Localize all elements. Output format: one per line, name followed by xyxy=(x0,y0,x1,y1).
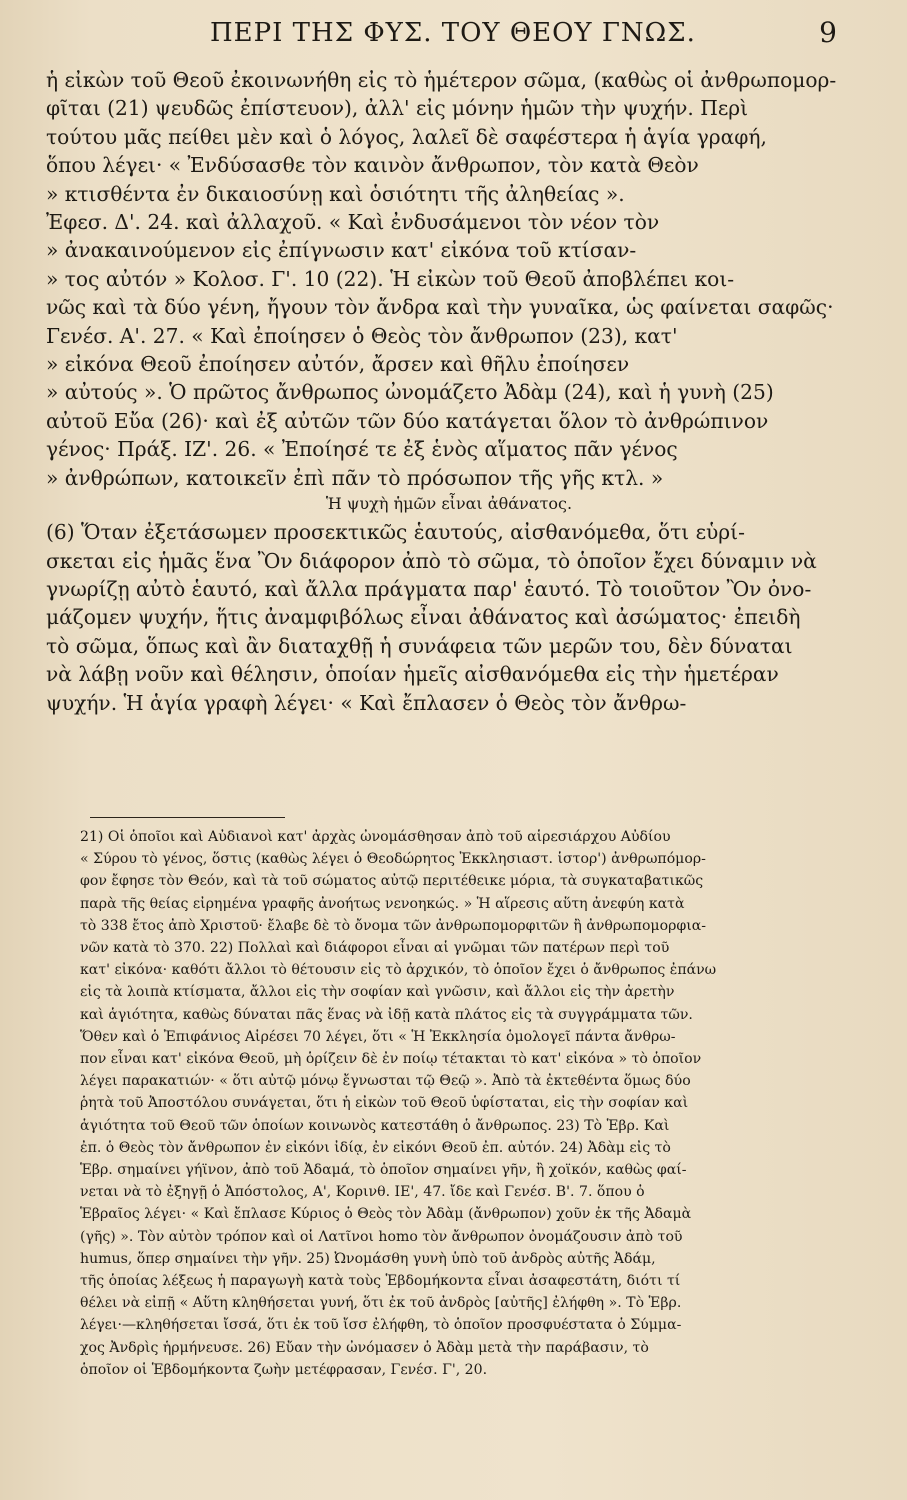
section-heading: Ἡ ψυχὴ ἡμῶν εἶναι ἀθάνατος. xyxy=(325,494,573,514)
footnote-divider xyxy=(90,817,285,818)
main-text xyxy=(46,66,852,717)
page-header xyxy=(60,18,837,58)
running-title: ΠΕΡΙ ΤΗΣ ΦΥΣ. ΤΟΥ ΘΕΟΥ ΓΝΩΣ. xyxy=(210,18,696,48)
paragraph-soul-immortal: (6) Ὅταν ἐξετάσωμεν προσεκτικῶς ἑαυτούς, αἰσθανόμεθα, ὅτι εὑρί- σκεται εἰς ἡμᾶς ἕνα Ὂν διάφορον ἀπὸ τὸ σῶμα, τὸ ὁποῖον ἔχει δύναμιν νὰ γνωρίζῃ αὐτὸ ἑαυτό, καὶ ἄλλα πράγματα παρ' ἑαυτό. Τὸ τοιοῦτον Ὂν ὀνο- μάζομεν ψυχήν, ἥτις ἀναμφιβόλως εἶναι ἀθάνατος καὶ ἀσώματος· ἐπειδὴ τὸ σῶμα, ὅπως καὶ ἂν διαταχθῇ ἡ συνάφεια τῶν μερῶν του, δὲν δύναται νὰ λάβῃ νοῦν καὶ θέλησιν, ὁποίαν ἡμεῖς αἰσθανόμεθα εἰς τὴν ἡμετέραν ψυχήν. Ἡ ἁγία γραφὴ λέγει· « Καὶ ἔπλασεν ὁ Θεὸς τὸν ἄνθρω- xyxy=(46,520,817,715)
page-number: 9 xyxy=(819,16,837,49)
footnotes-text: 21) Οἱ ὁποῖοι καὶ Αὐδιανοὶ κατ' ἀρχὰς ὠνομάσθησαν ἀπὸ τοῦ αἱρεσιάρχου Αὐδίου « Σύρου τὸ γένος, ὅστις (καθὼς λέγει ὁ Θεοδώρητος Ἐκκλησιαστ. ἱστορ') ἀνθρωπόμορ- φον ἔφησε τὸν Θεόν, καὶ τὰ τοῦ σώματος αὐτῷ περιτέθεικε μόρια, τὰ συγκαταβατικῶς παρὰ τῆς θείας εἰρημένα γραφῆς ἀνοήτως νενοηκώς. » Ἡ αἵρεσις αὕτη ἀνεφύη κατὰ τὸ 338 ἔτος ἀπὸ Χριστοῦ· ἔλαβε δὲ τὸ ὄνομα τῶν ἀνθρωπομορφιτῶν ἢ ἀνθρωπομορφια- νῶν κατὰ τὸ 370. 22) Πολλαὶ καὶ διάφοροι εἶναι αἱ γνῶμαι τῶν πατέρων περὶ τοῦ κατ' εἰκόνα· καθότι ἄλλοι τὸ θέτουσιν εἰς τὸ ἀρχικόν, τὸ ὁποῖον ἔχει ὁ ἄνθρωπος ἐπάνω εἰς τὰ λοιπὰ κτίσματα, ἄλλοι εἰς τὴν σοφίαν καὶ γνῶσιν, καὶ ἄλλοι εἰς τὴν ἀρετὴν καὶ ἁγιότητα, καθὼς δύναται πᾶς ἕνας νὰ ἰδῇ κατὰ πλάτος εἰς τὰ συγγράμματα τῶν. Ὅθεν καὶ ὁ Ἐπιφάνιος Αἱρέσει 70 λέγει, ὅτι « Ἡ Ἐκκλησία ὁμολογεῖ πάντα ἄνθρω- πον εἶναι κατ' εἰκόνα Θεοῦ, μὴ ὁρίζειν δὲ ἐν ποίῳ τέτακται τὸ κατ' εἰκόνα » τὸ ὁποῖον λέγει παρακατιών· « ὅτι αὐτῷ μόνῳ ἔγνωσται τῷ Θεῷ ». Ἀπὸ τὰ ἐκτεθέντα ὅμως δύο ῥητὰ τοῦ Ἀποστόλου συνάγεται, ὅτι ἡ εἰκὼν τοῦ Θεοῦ ὑφίσταται, εἰς τὴν σοφίαν καὶ ἁγιότητα τοῦ Θεοῦ τῶν ὁποίων κοινωνὸς κατεστάθη ὁ ἄνθρωπος. 23) Τὸ Ἑβρ. Καὶ ἐπ. ὁ Θεὸς τὸν ἄνθρωπον ἐν εἰκόνι ἰδίᾳ, ἐν εἰκόνι Θεοῦ ἐπ. αὐτόν. 24) Ἀδὰμ εἰς τὸ Ἑβρ. σημαίνει γήϊνον, ἀπὸ τοῦ Ἀδαμά, τὸ ὁποῖον σημαίνει γῆν, ἢ χοϊκόν, καθὼς φαί- νεται νὰ τὸ ἐξηγῇ ὁ Ἀπόστολος, Α', Κορινθ. ΙΕ', 47. ἴδε καὶ Γενέσ. Β'. 7. ὅπου ὁ Ἑβραῖος λέγει· « Καὶ ἔπλασε Κύριος ὁ Θεὸς τὸν Ἀδὰμ (ἄνθρωπον) χοῦν ἐκ τῆς Ἀδαμὰ (γῆς) ». Τὸν αὐτὸν τρόπον καὶ οἱ Λατῖνοι homo τὸν ἄνθρωπον ὀνομάζουσιν ἀπὸ τοῦ humus, ὅπερ σημαίνει τὴν γῆν. 25) Ὠνομάσθη γυνὴ ὑπὸ τοῦ ἀνδρὸς αὐτῆς Ἀδάμ, τῆς ὁποίας λέξεως ἡ παραγωγὴ κατὰ τοὺς Ἑβδομήκοντα εἶναι ἀσαφεστάτη, διότι τί θέλει νὰ εἰπῇ « Αὕτη κληθήσεται γυνή, ὅτι ἐκ τοῦ ἀνδρὸς [αὐτῆς] ἐλήφθη ». Τὸ Ἑβρ. λέγει·—κληθήσεται ἴσσά, ὅτι ἐκ τοῦ ἴσσ ἐλήφθη, τὸ ὁποῖον προσφυέστατα ὁ Σύμμα- χος Ἀνδρὶς ἡρμήνευσε. 26) Εὔαν τὴν ὠνόμασεν ὁ Ἀδὰμ μετὰ τὴν παράβασιν, τὸ ὁποῖον οἱ Ἑβδομήκοντα ζωὴν μετέφρασαν, Γενέσ. Γ', 20. xyxy=(80,829,717,1378)
paragraph-image-of-god: ἡ εἰκὼν τοῦ Θεοῦ ἐκοινωνήθη εἰς τὸ ἡμέτερον σῶμα, (καθὼς οἱ ἀνθρωπομορ- φῖται (21) ψευδῶς ἐπίστευον), ἀλλ' εἰς μόνην ἡμῶν τὴν ψυχήν. Περὶ τούτου μᾶς πείθει μὲν καὶ ὁ λόγος, λαλεῖ δὲ σαφέστερα ἡ ἁγία γραφή, ὅπου λέγει· « Ἐνδύσασθε τὸν καινὸν ἄνθρωπον, τὸν κατὰ Θεὸν » κτισθέντα ἐν δικαιοσύνῃ καὶ ὁσιότητι τῆς ἀληθείας ». Ἐφεσ. Δ'. 24. καὶ ἀλλαχοῦ. « Καὶ ἐνδυσάμενοι τὸν νέον τὸν » ἀνακαινούμενον εἰς ἐπίγνωσιν κατ' εἰκόνα τοῦ κτίσαν- » τος αὐτόν » Κολοσ. Γ'. 10 (22). Ἡ εἰκὼν τοῦ Θεοῦ ἀποβλέπει κοι- νῶς καὶ τὰ δύο γένη, ἤγουν τὸν ἄνδρα καὶ τὴν γυναῖκα, ὡς φαίνεται σαφῶς· Γενέσ. Α'. 27. « Καὶ ἐποίησεν ὁ Θεὸς τὸν ἄνθρωπον (23), κατ' » εἰκόνα Θεοῦ ἐποίησεν αὐτόν, ἄρσεν καὶ θῆλυ ἐποίησεν » αὐτούς ». Ὁ πρῶτος ἄνθρωπος ὠνομάζετο Ἀδὰμ (24), καὶ ἡ γυνὴ (25) αὐτοῦ Εὔα (26)· καὶ ἐξ αὐτῶν τῶν δύο κατάγεται ὅλον τὸ ἀνθρώπινον γένος· Πράξ. ΙΖ'. 26. « Ἐποίησέ τε ἐξ ἑνὸς αἵματος πᾶν γένος » ἀνθρώπων, κατοικεῖν ἐπὶ πᾶν τὸ πρόσωπον τῆς γῆς κτλ. » xyxy=(46,68,837,490)
footnotes xyxy=(80,826,850,1381)
